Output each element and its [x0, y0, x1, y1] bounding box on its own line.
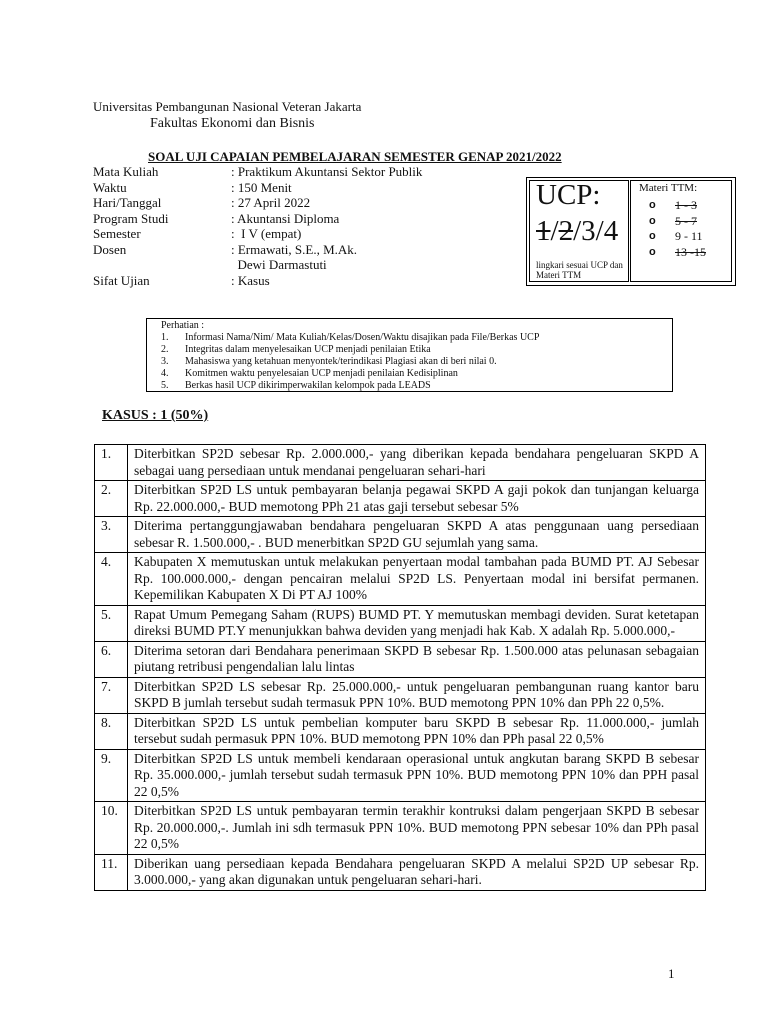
- notice-number: 1.: [161, 332, 169, 343]
- notice-text: Mahasiswa yang ketahuan menyontek/terindikasi Plagiasi akan di beri nilai 0.: [185, 356, 497, 367]
- case-number: 9.: [95, 749, 128, 802]
- info-value: : 27 April 2022: [231, 195, 311, 210]
- case-number: 7.: [95, 677, 128, 713]
- table-row: [95, 553, 706, 606]
- case-text: Diterbitkan SP2D LS sebesar Rp. 25.000.000,- untuk pengeluaran pembangunan ruang kantor baru SKPD B jumlah tersebut sudah termasuk PPN 10%. BUD memotong PPN 10% dan PPh 22 0,5%.: [128, 677, 706, 713]
- table-row: [95, 677, 706, 713]
- materi-ttm-title: Materi TTM:: [639, 182, 698, 194]
- notice-box: [146, 318, 673, 392]
- ucp-box: [526, 177, 736, 286]
- notice-item: [161, 332, 539, 344]
- notice-number: 3.: [161, 356, 169, 367]
- notice-text: Integritas dalam menyelesaikan UCP menjadi penilaian Etika: [185, 344, 431, 355]
- case-text: Diberikan uang persediaan kepada Bendahara pengeluaran SKPD A melalui SP2D UP sebesar Rp. 3.000.000,- yang akan digunakan untuk pengeluaran sehari-hari.: [128, 854, 706, 890]
- info-row: [93, 164, 422, 180]
- case-text: Diterbitkan SP2D LS untuk pembayaran belanja pegawai SKPD A gaji pokok dan tunjangan keluarga Rp. 22.000.000,- BUD memotong PPh 21 atas gaji tersebut sebesar 5%: [128, 481, 706, 517]
- table-row: [95, 713, 706, 749]
- notice-heading: Perhatian :: [161, 320, 205, 331]
- info-value: : Praktikum Akuntansi Sektor Publik: [231, 164, 423, 179]
- info-label: Semester: [93, 226, 141, 241]
- materi-item: [649, 245, 706, 261]
- notice-item: [161, 356, 539, 368]
- ucp-number: 3: [581, 215, 596, 247]
- notice-item: [161, 380, 539, 392]
- case-text: Diterima pertanggungjawaban bendahara pengeluaran SKPD A atas penggunaan uang persediaan sebesar R. 1.500.000,- . BUD menerbitkan SP2D GU sejumlah yang sama.: [128, 517, 706, 553]
- case-number: 2.: [95, 481, 128, 517]
- materi-range: 1 - 3: [675, 198, 697, 212]
- info-row: [93, 257, 422, 273]
- case-number: 8.: [95, 713, 128, 749]
- case-text: Kabupaten X memutuskan untuk melakukan penyertaan modal tambahan pada BUMD PT. AJ Sebesar Rp. 100.000.000,- dengan pencairan melalui SP2D LS. Penyertaan modal ini bersifat permanen. Kepemilikan Kabupaten X Di PT AJ 100%: [128, 553, 706, 606]
- materi-range: 13 -15: [675, 244, 706, 259]
- table-row: [95, 641, 706, 677]
- notice-number: 5.: [161, 380, 169, 391]
- ucp-number: 1: [536, 215, 551, 247]
- info-label: Dosen: [93, 241, 127, 257]
- case-number: 4.: [95, 553, 128, 606]
- notice-item: [161, 344, 539, 356]
- exam-info: [93, 164, 422, 288]
- case-number: 6.: [95, 641, 128, 677]
- table-row: [95, 605, 706, 641]
- materi-ttm-panel: [630, 180, 732, 282]
- info-row: [93, 273, 422, 289]
- table-row: [95, 517, 706, 553]
- faculty-name: Fakultas Ekonomi dan Bisnis: [150, 116, 315, 131]
- materi-item: [649, 198, 706, 214]
- page-number: 1: [668, 966, 675, 981]
- table-row: [95, 854, 706, 890]
- info-value: : Kasus: [231, 272, 270, 288]
- cases-table: [94, 444, 706, 891]
- university-name: Universitas Pembangunan Nasional Veteran Jakarta: [93, 99, 362, 114]
- info-row: [93, 180, 422, 196]
- notice-number: 4.: [161, 368, 169, 379]
- ucp-title: UCP:: [536, 179, 601, 211]
- case-number: 1.: [95, 445, 128, 481]
- case-text: Diterbitkan SP2D sebesar Rp. 2.000.000,- yang diberikan kepada bendahara pengeluaran SKPD A sebagai uang persediaan untuk mendanai pengeluaran sehari-hari: [128, 445, 706, 481]
- info-label: Sifat Ujian: [93, 272, 150, 288]
- table-row: [95, 749, 706, 802]
- case-text: Diterima setoran dari Bendahara penerimaan SKPD B sebesar Rp. 1.500.000 atas pelunasan sebagaian piutang retribusi pengendalian lalu lintas: [128, 641, 706, 677]
- info-value: Dewi Darmastuti: [231, 257, 327, 272]
- case-number: 3.: [95, 517, 128, 553]
- case-text: Diterbitkan SP2D LS untuk pembayaran termin terakhir kontruksi dalam pengerjaan SKPD B sebesar Rp. 20.000.000,-. Jumlah ini sdh termasuk PPN 10%. BUD memotong PPN sebesar 10% dan PPh pasal 22 0,5%: [128, 802, 706, 855]
- case-text: Diterbitkan SP2D LS untuk pembelian komputer baru SKPD B sebesar Rp. 11.000.000,- jumlah tersebut sudah permasuk PPN 10%. BUD memotong PPN 10% dan PPh pasal 22 0,5%: [128, 713, 706, 749]
- ucp-number: 2: [558, 215, 574, 247]
- ucp-number: 4: [603, 215, 619, 247]
- info-value: : Akuntansi Diploma: [231, 210, 340, 226]
- info-row: [93, 242, 422, 258]
- info-row: [93, 195, 422, 211]
- notice-text: Berkas hasil UCP dikirimperwakilan kelompok pada LEADS: [185, 380, 431, 391]
- materi-item: [649, 229, 706, 245]
- bullet-icon: o: [649, 199, 656, 211]
- case-number: 5.: [95, 605, 128, 641]
- bullet-icon: o: [649, 214, 656, 227]
- bullet-icon: o: [649, 230, 656, 242]
- info-label: Waktu: [93, 179, 127, 195]
- info-label: Program Studi: [93, 210, 169, 226]
- table-row: [95, 481, 706, 517]
- table-row: [95, 802, 706, 855]
- table-row: [95, 445, 706, 481]
- info-row: [93, 211, 422, 227]
- exam-title: SOAL UJI CAPAIAN PEMBELAJARAN SEMESTER GENAP 2021/2022: [148, 149, 562, 164]
- info-value: : I V (empat): [231, 226, 302, 241]
- info-label: Hari/Tanggal: [93, 195, 162, 210]
- materi-item: [649, 214, 706, 230]
- info-row: [93, 226, 422, 242]
- ucp-panel: [529, 180, 629, 282]
- notice-text: Informasi Nama/Nim/ Mata Kuliah/Kelas/Dosen/Waktu disajikan pada File/Berkas UCP: [185, 332, 540, 343]
- notice-text: Komitmen waktu penyelesaian UCP menjadi penilaian Kedisiplinan: [185, 368, 458, 379]
- case-text: Diterbitkan SP2D LS untuk membeli kendaraan operasional untuk angkutan barang SKPD B sebesar Rp. 35.000.000,- jumlah tersebut sudah termasuk PPN 10%. BUD memotong PPN 10% dan PPH pasal 22 0,5%: [128, 749, 706, 802]
- ucp-note: lingkari sesuai UCP dan Materi TTM: [536, 260, 623, 280]
- materi-range: 9 - 11: [675, 229, 703, 243]
- case-text: Rapat Umum Pemegang Saham (RUPS) BUMD PT. Y memutuskan membagi deviden. Surat ketetapan direksi BUMD PT.Y menunjukkan bahwa deviden yang menjadi hak Kab. X adalah Rp. 5.000.000,-: [128, 605, 706, 641]
- info-value: : Ermawati, S.E., M.Ak.: [231, 241, 358, 257]
- info-value: : 150 Menit: [231, 179, 292, 195]
- info-label: Mata Kuliah: [93, 164, 159, 179]
- notice-item: [161, 368, 539, 380]
- info-label: [93, 257, 231, 273]
- materi-range: 5 - 7: [675, 213, 697, 228]
- bullet-icon: o: [649, 245, 656, 258]
- case-number: 10.: [95, 802, 128, 855]
- ucp-numbers: 1/2/3/4: [536, 215, 619, 247]
- notice-list: [161, 332, 539, 392]
- kasus-heading: KASUS : 1 (50%): [102, 408, 209, 423]
- notice-number: 2.: [161, 344, 169, 355]
- case-number: 11.: [95, 854, 128, 890]
- materi-ttm-list: [649, 198, 706, 260]
